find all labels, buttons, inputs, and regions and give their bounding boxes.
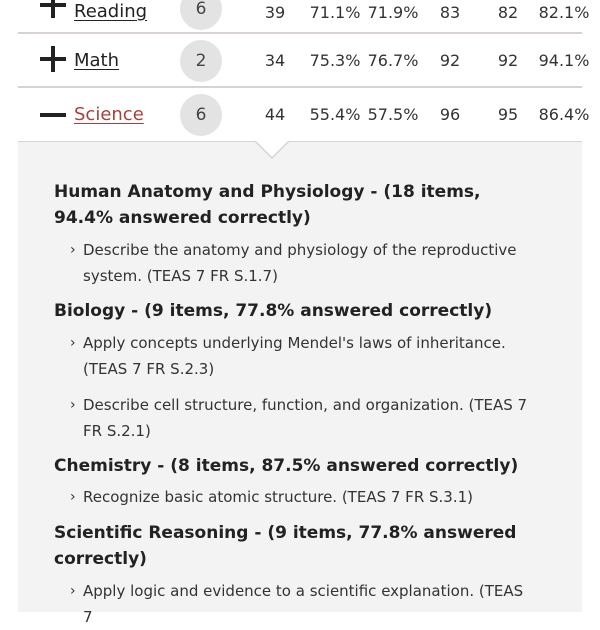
objective-item (70, 578, 530, 630)
chevron-right-icon: › (70, 397, 76, 413)
expand-plus-icon[interactable] (40, 0, 66, 18)
subject-badge: 6 (180, 94, 222, 136)
subject-link-math[interactable]: Math (74, 50, 120, 71)
chevron-right-icon: › (70, 242, 76, 258)
expand-plus-icon[interactable] (40, 46, 66, 72)
chevron-right-icon: › (70, 489, 76, 505)
subject-row-reading (18, 0, 590, 34)
objective-text: Recognize basic atomic structure. (TEAS 7 FR S.3.1) (83, 488, 473, 506)
cell-c2: 75.3% (309, 51, 361, 70)
cell-c4: 83 (439, 3, 461, 22)
objective-text: Describe cell structure, function, and organization. (TEAS 7 FR S.2.1) (83, 396, 528, 440)
chevron-right-icon: › (70, 335, 76, 351)
cell-c6: 82.1% (538, 3, 590, 22)
subject-link-science[interactable]: Science (74, 104, 144, 125)
cell-c1: 44 (264, 105, 286, 124)
subject-row-science (18, 89, 590, 143)
category-heading: Human Anatomy and Physiology - (18 items, 94.4% answered correctly) (54, 182, 481, 228)
cell-c1: 39 (264, 3, 286, 22)
chevron-right-icon: › (70, 583, 76, 599)
objective-item (70, 484, 530, 510)
cell-c5: 92 (497, 51, 519, 70)
cell-c6: 94.1% (538, 51, 590, 70)
cell-c2: 71.1% (309, 3, 361, 22)
cell-c5: 82 (497, 3, 519, 22)
category-heading: Scientific Reasoning - (9 items, 77.8% answered correctly) (54, 523, 517, 569)
subject-link-reading[interactable]: Reading (74, 1, 148, 22)
cell-c3: 57.5% (367, 105, 419, 124)
cell-c4: 96 (439, 105, 461, 124)
objective-text: Apply logic and evidence to a scientific explanation. (TEAS 7 (83, 582, 524, 626)
cell-c6: 86.4% (538, 105, 590, 124)
category-heading: Chemistry - (8 items, 87.5% answered correctly) (54, 456, 519, 476)
subject-badge: 6 (180, 0, 222, 30)
cell-c5: 95 (497, 105, 519, 124)
cell-c2: 55.4% (309, 105, 361, 124)
cell-c3: 71.9% (367, 3, 419, 22)
subject-row-math (18, 36, 590, 88)
category-heading: Biology - (9 items, 77.8% answered correctly) (54, 301, 493, 321)
objective-item (70, 237, 530, 289)
cell-c4: 92 (439, 51, 461, 70)
objective-item (70, 330, 530, 382)
cell-c1: 34 (264, 51, 286, 70)
cell-c3: 76.7% (367, 51, 419, 70)
objective-item (70, 392, 530, 444)
panel-caret-inner (256, 141, 288, 157)
objective-text: Apply concepts underlying Mendel's laws of inheritance. (TEAS 7 FR S.2.3) (83, 334, 506, 378)
subject-badge: 2 (180, 40, 222, 82)
collapse-minus-icon[interactable] (40, 102, 66, 128)
objective-text: Describe the anatomy and physiology of the reproductive system. (TEAS 7 FR S.1.7) (83, 241, 517, 285)
